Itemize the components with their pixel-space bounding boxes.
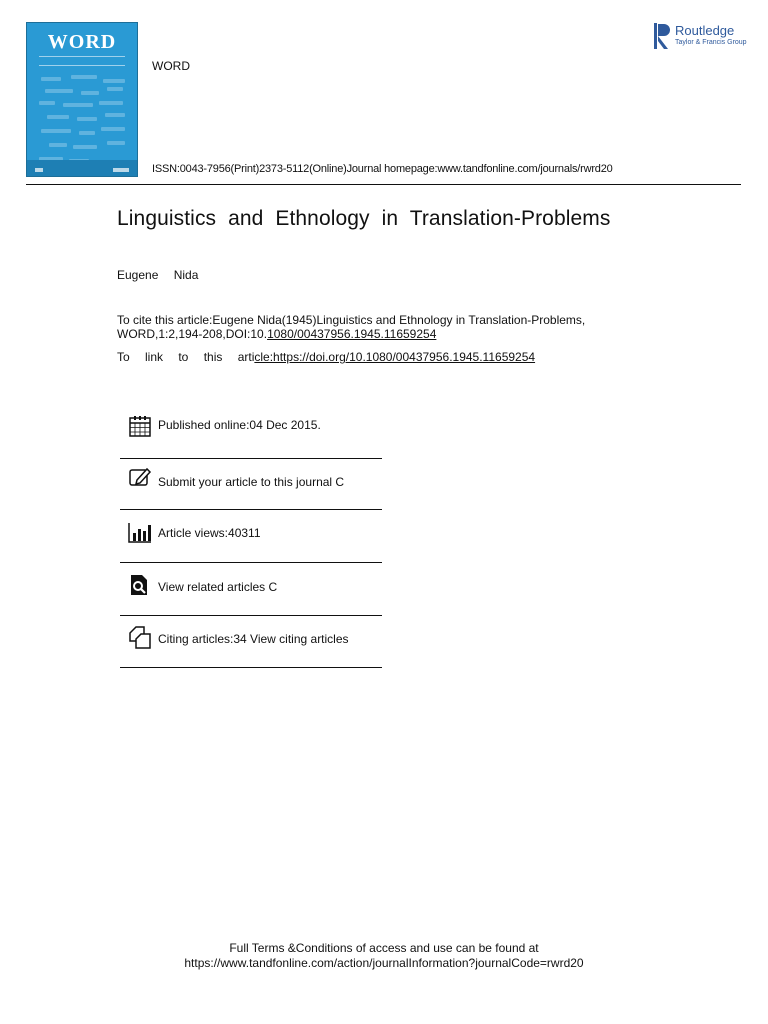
view-related-articles-link[interactable]: View related articles C xyxy=(158,580,278,594)
citing-articles-link[interactable]: Citing articles:34 View citing articles xyxy=(158,632,349,646)
document-search-icon xyxy=(128,573,152,597)
submit-article-link[interactable]: Submit your article to this journal C xyxy=(158,475,345,489)
cover-word-pattern xyxy=(37,73,127,148)
article-author: Eugene Nida xyxy=(117,268,199,282)
citation-line-2 xyxy=(117,327,436,341)
article-doi-url[interactable]: cle:https://doi.org/10.1080/00437956.1945.11659254 xyxy=(254,350,536,364)
journal-cover-image[interactable] xyxy=(26,22,138,177)
article-title: Linguistics and Ethnology in Translation-Problems xyxy=(117,207,611,230)
journal-name: WORD xyxy=(152,59,190,73)
related-articles-row[interactable] xyxy=(120,563,382,616)
article-views-text: Article views:40311 xyxy=(158,526,261,540)
article-link-line xyxy=(117,350,535,364)
citing-articles-row[interactable] xyxy=(120,616,382,668)
citation-text: To cite this article:Eugene Nida(1945)Linguistics and Ethnology in Translation-Problems, xyxy=(117,313,586,327)
issn-line[interactable]: ISSN:0043-7956(Print)2373-5112(Online)Journal homepage:www.tandfonline.com/journals/rwrd20 xyxy=(152,163,613,175)
publisher-name: Routledge xyxy=(675,23,735,38)
bar-chart-icon xyxy=(128,520,152,544)
published-online-row xyxy=(120,406,382,459)
citation-source: WORD,1:2,194-208,DOI:10. xyxy=(117,327,268,341)
article-views-row xyxy=(120,510,382,563)
edit-pencil-icon xyxy=(128,465,152,489)
link-label: To link to this arti xyxy=(117,350,255,364)
terms-url[interactable]: https://www.tandfonline.com/action/journalInformation?journalCode=rwrd20 xyxy=(184,956,584,970)
publisher-group: Taylor & Francis Group xyxy=(675,39,747,46)
published-online-text: Published online:04 Dec 2015. xyxy=(158,418,321,432)
article-metadata-list xyxy=(120,406,382,668)
publisher-logo xyxy=(654,22,749,54)
citation-doi-link[interactable]: 1080/00437956.1945.11659254 xyxy=(267,327,437,341)
terms-footer xyxy=(0,941,768,971)
cover-subtitle-band xyxy=(39,56,125,66)
routledge-r-logo-icon xyxy=(654,22,672,50)
submit-article-row[interactable] xyxy=(120,459,382,510)
citing-documents-icon xyxy=(128,625,152,649)
calendar-icon xyxy=(128,414,152,438)
cover-title: WORD xyxy=(47,31,117,53)
terms-text: Full Terms &Conditions of access and use can be found at xyxy=(229,941,539,955)
header-divider xyxy=(26,184,741,185)
cover-footer-band xyxy=(27,160,137,176)
